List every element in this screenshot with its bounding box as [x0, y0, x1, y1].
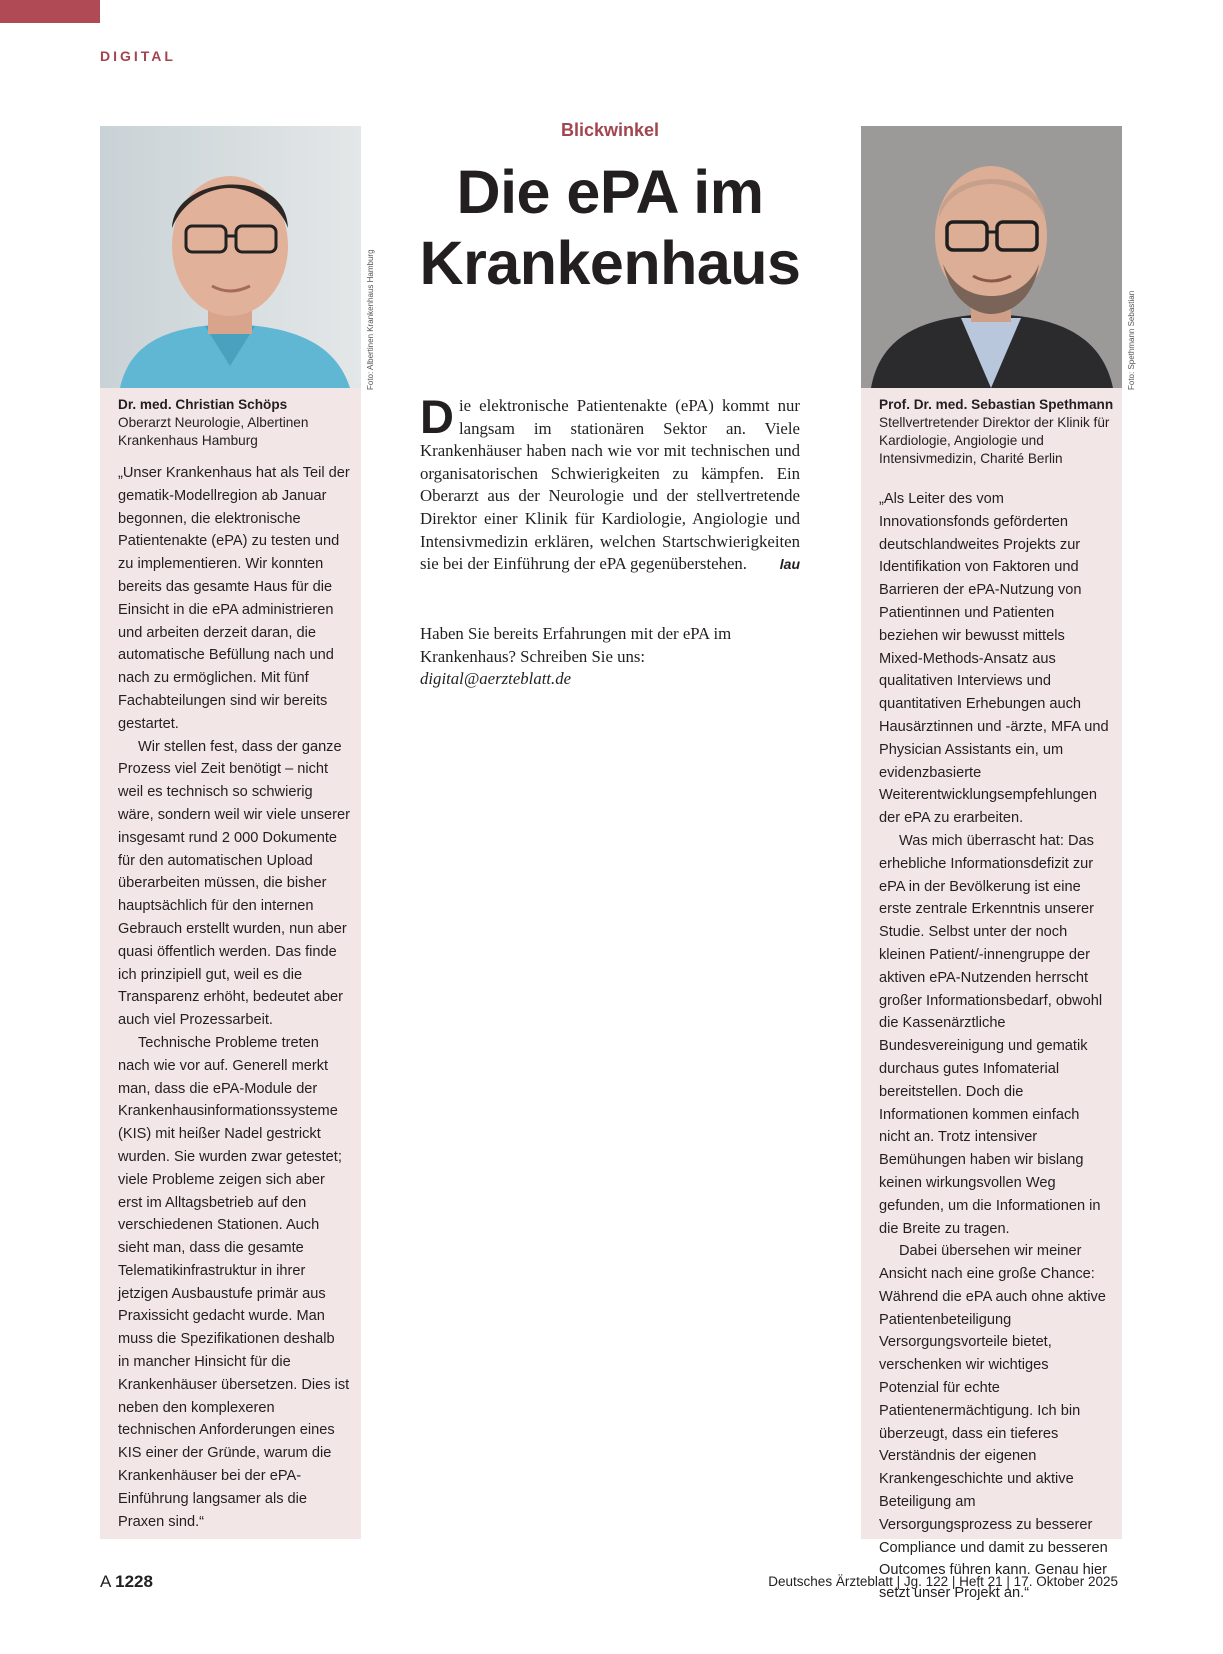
author-role-right: Stellvertretender Direktor der Klinik für Kardiologie, Angiologie und Intensivmedizin, Charité Berlin	[879, 415, 1110, 466]
author-name-right: Prof. Dr. med. Sebastian Spethmann	[879, 397, 1114, 412]
quote-right-paragraph: Dabei übersehen wir meiner Ansicht nach eine große Chance: Während die ePA auch ohne aktive Patientenbeteiligung Versorgungsvorteile bietet, verschenken wir wichtiges Potenzial für echte Patientenermächtigung. Ich bin überzeugt, dass ein tieferes Verständnis der eigenen Krankengeschichte und aktive Beteiligung am Versorgungsprozess zu besserer Compliance und damit zu besseren Outcomes führen kann. Genau hier setzt unser Projekt an.“	[879, 1243, 1108, 1602]
headline: Die ePA im Krankenhaus	[419, 158, 801, 297]
author-bio-right	[879, 396, 1114, 468]
page-number-value: 1228	[115, 1572, 153, 1591]
portrait-right-image	[861, 126, 1122, 388]
lead-paragraph	[420, 390, 800, 576]
kicker: Blickwinkel	[560, 120, 660, 140]
quote-right	[879, 488, 1111, 1605]
lead-text: ie elektronische Patientenakte (ePA) kommt nur langsam im stationären Sektor an. Viele Krankenhäuser haben nach wie vor mit technischen und organisatorischen Schwierigkeiten zu kämpfen. Ein Oberarzt aus der Neurologie und der stellvertretende Direktor einer Klinik für Kardiologie, Angiologie und Intensivmedizin erklären, welchen Startschwierigkeiten sie bei der Einführung der ePA gegenüberstehen.	[420, 396, 800, 574]
cta-text: Haben Sie bereits Erfahrungen mit der ePA im Krankenhaus? Schreiben Sie uns:	[420, 624, 732, 666]
portrait-photo-right	[861, 126, 1122, 388]
author-role-left: Oberarzt Neurologie, Albertinen Krankenhaus Hamburg	[118, 415, 309, 448]
author-signature: lau	[779, 556, 800, 573]
publication-info: Deutsches Ärzteblatt | Jg. 122 | Heft 21 | 17. Oktober 2025	[768, 1574, 1118, 1589]
section-label: DIGITAL	[100, 48, 176, 64]
portrait-photo-left	[100, 126, 361, 388]
drop-cap: D	[420, 390, 454, 443]
author-bio-left	[118, 396, 353, 450]
accent-bar	[0, 0, 100, 23]
quote-right-paragraph: „Als Leiter des vom Innovationsfonds geförderten deutschlandweites Projekts zur Identifikation von Faktoren und Barrieren der ePA-Nutzung von Patientinnen und Patienten beziehen wir bewusst mittels Mixed-Methods-Ansatz aus qualitativen Interviews und quantitativen Erhebungen auch Hausärztinnen und -ärzte, MFA und Physician Assistants ein, um evidenzbasierte Weiterentwicklungsempfehlungen der ePA zu erarbeiten.	[879, 491, 1109, 827]
quote-left-paragraph: „Unser Krankenhaus hat als Teil der gematik-Modellregion ab Januar begonnen, die elektronische Patientenakte (ePA) zu testen und zu implementieren. Wir konnten bereits das gesamte Haus für die Einsicht in die ePA administrieren und arbeiten derzeit daran, die automatische Befüllung nach und nach zu ermöglichen. Mit fünf Fachabteilungen sind wir bereits gestartet.	[118, 465, 350, 732]
author-name-left: Dr. med. Christian Schöps	[118, 397, 288, 412]
call-to-action	[420, 623, 800, 691]
email-link[interactable]: digital@aerzteblatt.de	[420, 669, 572, 689]
quote-right-paragraph: Was mich überrascht hat: Das erhebliche Informationsdefizit zur ePA in der Bevölkerung ist eine erste zentrale Erkenntnis unserer Studie. Selbst unter der noch kleinen Patient/-innengruppe der aktiven ePA-Nutzenden herrscht großer Informationsbedarf, obwohl die Kassenärztliche Bundesvereinigung und gematik durchaus gutes Infomaterial bereitstellen. Doch die Informationen kommen einfach nicht an. Trotz intensiver Bemühungen haben wir bislang keinen wirkungsvollen Weg gefunden, um die Informationen in die Breite zu tragen.	[879, 832, 1103, 1237]
portrait-left-image	[100, 126, 361, 388]
photo-credit-right: Foto: Spethmann Sebastian	[1127, 290, 1136, 390]
quote-left	[118, 462, 350, 1533]
page-prefix: A	[100, 1572, 116, 1591]
quote-left-paragraph: Technische Probleme treten nach wie vor auf. Generell merkt man, dass die ePA-Module der Krankenhausinformationssysteme (KIS) mit heißer Nadel gestrickt wurden. Sie wurden zwar getestet; viele Probleme zeigen sich aber erst im Alltagsbetrieb auf den verschiedenen Stationen. Auch sieht man, dass die gesamte Telematikinfrastruktur in ihrer jetzigen Ausbaustufe primär aus Praxissicht gedacht wurde. Man muss die Spezifikationen deshalb in mancher Hinsicht für die Krankenhäuser übersetzen. Dies ist neben den komplexeren technischen Anforderungen eines KIS einer der Gründe, warum die Krankenhäuser bei der ePA-Einführung langsamer als die Praxen sind.“	[118, 1034, 350, 1530]
page-number	[100, 1572, 153, 1592]
photo-credit-left: Foto: Albertinen Krankenhaus Hamburg	[366, 249, 375, 390]
quote-left-paragraph: Wir stellen fest, dass der ganze Prozess viel Zeit benötigt – nicht weil es technisch so schwierig wäre, sondern weil wir viele unserer insgesamt rund 2 000 Dokumente für den automatischen Upload überarbeiten müssen, die bisher hauptsächlich für den internen Gebrauch erstellt wurden, nun aber quasi öffentlich werden. Das finde ich prinzipiell gut, weil es die Transparenz erhöht, bedeutet aber auch viel Prozessarbeit.	[118, 738, 350, 1029]
left-sidebar	[100, 126, 361, 1539]
